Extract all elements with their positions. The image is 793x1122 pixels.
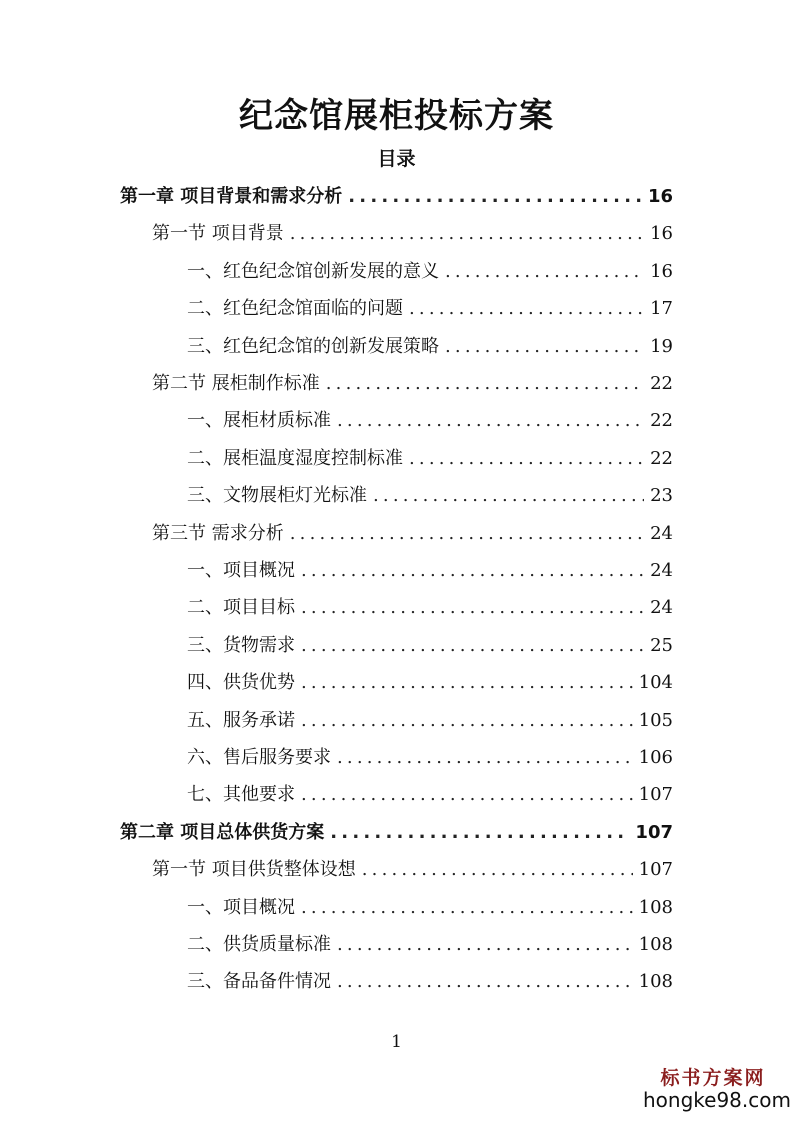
toc-entry-page: 16 [650,223,673,245]
toc-dot-leader [337,410,644,432]
toc-entry-page: 19 [650,335,673,357]
toc-entry[interactable] [0,515,673,545]
toc-entry[interactable] [0,290,673,320]
toc-entry[interactable] [0,702,673,732]
toc-dot-leader [362,859,633,881]
toc-entry-title: 二、展柜温度湿度控制标准 [187,447,403,469]
toc-entry[interactable] [0,440,673,470]
toc-entry[interactable] [0,664,673,694]
toc-entry-title: 六、售后服务要求 [187,747,331,768]
toc-entry-title: 二、供货质量标准 [187,934,331,955]
toc-entry-page: 24 [650,560,673,581]
toc-entry[interactable] [0,253,673,283]
toc-entry-title: 三、文物展柜灯光标准 [187,485,367,507]
toc-entry[interactable] [0,477,673,507]
toc-entry-title: 三、红色纪念馆的创新发展策略 [187,335,439,357]
toc-entry-title: 三、备品备件情况 [187,971,331,993]
toc-entry[interactable] [0,402,673,432]
toc-entry[interactable] [0,215,673,245]
toc-entry-page: 24 [650,522,673,544]
toc-dot-leader [301,897,633,919]
toc-entry-title: 一、项目概况 [187,560,295,581]
toc-entry[interactable] [0,589,673,619]
toc-dot-leader [326,373,644,395]
toc-entry-page: 22 [650,410,673,432]
toc-dot-leader [301,672,633,694]
toc-dot-leader [301,784,633,806]
toc-entry[interactable] [0,889,673,919]
toc-entry-title: 三、货物需求 [187,634,295,656]
toc-entry-title: 二、项目目标 [187,597,295,619]
toc-dot-leader [337,747,633,769]
toc-entry-page: 23 [650,485,673,507]
toc-entry-page: 17 [650,298,673,320]
toc-entry[interactable] [0,814,673,844]
toc-heading: 目录 [377,148,416,170]
watermark-logo [643,1063,791,1112]
toc-entry-page: 104 [638,672,673,694]
toc-entry-page: 106 [638,747,673,768]
toc-dot-leader [330,822,629,844]
toc-entry-title: 一、展柜材质标准 [187,410,331,432]
toc-entry-page: 25 [650,634,673,656]
toc-entry[interactable] [0,926,673,956]
toc-dot-leader [337,971,633,993]
toc-dot-leader [373,485,644,507]
toc-entry-title: 七、其他要求 [187,784,295,806]
toc-entry-title: 第一节 项目供货整体设想 [152,859,356,881]
toc-entry-title: 第三节 需求分析 [152,522,284,544]
toc-entry-title: 五、服务承诺 [187,709,295,731]
toc-entry-title: 一、红色纪念馆创新发展的意义 [187,260,439,282]
toc-entry[interactable] [0,365,673,395]
toc-entry-page: 16 [650,260,673,282]
toc-entry-title: 第一节 项目背景 [152,223,284,245]
toc-entry-page: 108 [638,896,673,918]
toc-entry-page: 107 [638,859,673,881]
toc-entry-page: 16 [647,186,673,207]
toc-entry-title: 四、供货优势 [187,672,295,694]
toc-dot-leader [301,560,644,582]
toc-entry[interactable] [0,328,673,358]
toc-dot-leader [409,298,644,320]
toc-entry-page: 107 [638,784,673,806]
toc-entry-page: 24 [650,597,673,619]
toc-entry-title: 第一章 项目背景和需求分析 [120,186,343,207]
toc-dot-leader [445,261,644,283]
toc-dot-leader [290,523,644,545]
toc-entry[interactable] [0,851,673,881]
toc-entry[interactable] [0,776,673,806]
toc-entry-page: 107 [635,821,673,843]
toc-entry-title: 第二节 展柜制作标准 [152,373,320,394]
toc-entry-page: 108 [638,971,673,993]
toc-dot-leader [301,635,644,657]
toc-dot-leader [301,597,644,619]
document-title: 纪念馆展柜投标方案 [239,96,554,136]
toc-entry-title: 第二章 项目总体供货方案 [120,821,325,843]
page-number: 1 [391,1032,402,1052]
toc-entry[interactable] [0,739,673,769]
toc-dot-leader [301,710,633,732]
toc-entry-page: 22 [650,373,673,394]
toc-dot-leader [445,336,644,358]
toc-entry-page: 108 [638,934,673,955]
toc-dot-leader [409,448,644,470]
toc-entry-page: 105 [638,709,673,731]
toc-entry-page: 22 [650,447,673,469]
toc-entry-title: 二、红色纪念馆面临的问题 [187,298,403,320]
watermark-url-text: hongke98.com [643,1088,791,1112]
toc-dot-leader [337,934,633,956]
toc-entry[interactable] [0,963,673,993]
toc-dot-leader [348,186,642,208]
toc-entry[interactable] [0,627,673,657]
toc-entry-title: 一、项目概况 [187,896,295,918]
toc-entry[interactable] [0,178,673,208]
toc-dot-leader [290,223,644,245]
watermark-chinese-text: 标书方案网 [660,1067,766,1089]
toc-entry[interactable] [0,552,673,582]
